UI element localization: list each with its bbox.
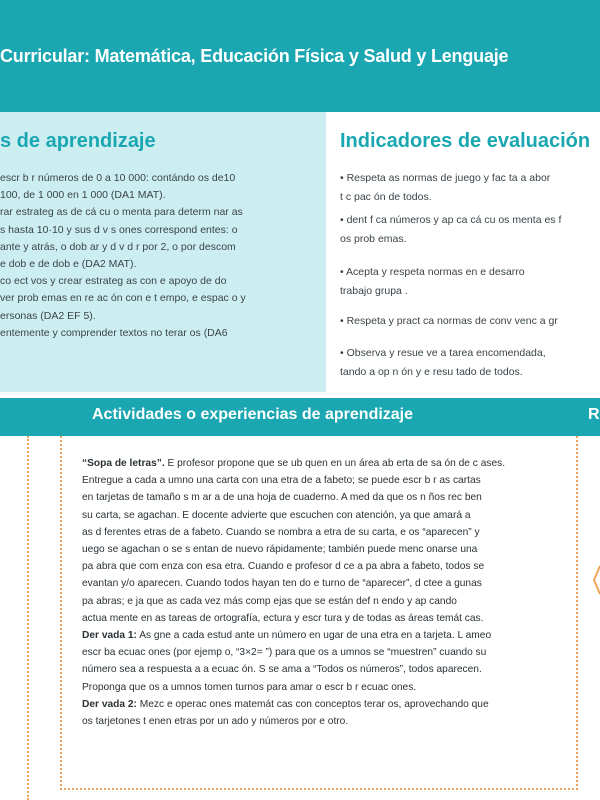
learning-line: 100, de 1 000 en 1 000 (DA1 MAT).: [0, 189, 166, 202]
activity-text: Entregue a cada a umno una carta con una etra de a fabeto; se puede escr b r as cartas: [82, 475, 481, 487]
activity-line: [82, 507, 505, 524]
learning-line: ersonas (DA2 EF 5).: [0, 309, 96, 322]
activities-title: Actividades o experiencias de aprendizaje: [92, 406, 414, 423]
activity-text: Proponga que os a umnos tomen turnos para amar o escr b r ecuac ones.: [82, 681, 417, 693]
activity-text: en tarjetas de tamaño s m ar a de una hoja de cuaderno. A med da que os n ños rec ben: [82, 492, 482, 504]
activity-text: As gne a cada estud ante un número en ugar de una etra en a tarjeta. L ameo: [136, 630, 492, 642]
activities-text: [82, 455, 505, 730]
activity-text: pa abras; e ja que as cada vez más comp ejas que se están def n endo y ap cando: [82, 595, 457, 607]
learning-goals-heading: s de aprendizaje: [0, 130, 156, 152]
activity-text: su carta, se agachan. E docente advierte que escuchen con atención, ya que amará a: [82, 509, 471, 521]
learning-line: ante y atrás, o dob ar y d v d r por 2, o por descom: [0, 240, 236, 253]
learning-line: entemente y comprender textos no terar os (DA6: [0, 326, 228, 339]
activity-line: [82, 472, 505, 489]
activity-line: [82, 644, 505, 661]
activity-line: [82, 696, 505, 713]
activity-line: [82, 661, 505, 678]
activity-line: [82, 489, 505, 506]
activity-text: os tarjetones t enen etras por un ado y números por e otro.: [82, 716, 349, 728]
learning-line: rar estrateg as de cá cu o menta para determ nar as: [0, 206, 243, 219]
resources-title-cut: R: [588, 406, 600, 423]
indicators-heading: Indicadores de evaluación: [340, 130, 591, 152]
activity-text: as d ferentes etras de a fabeto. Cuando se nombra a etra de su carta, e os “aparecen” y: [82, 526, 480, 538]
left-dotted-border: [27, 436, 29, 800]
indicator-line: tando a op n ón y e resu tado de todos.: [340, 366, 523, 378]
indicator-line: • dent f ca números y ap ca cá cu os menta es f: [340, 214, 562, 226]
learning-line: ver prob emas en re ac ón con e t empo, e espac o y: [0, 292, 246, 305]
learning-line: e dob e de dob e (DA2 MAT).: [0, 258, 137, 270]
indicator-line: trabajo grupa .: [340, 285, 408, 297]
indicator-line: • Acepta y respeta normas en e desarro: [340, 266, 525, 278]
activity-lead: Der vada 2:: [82, 698, 137, 710]
activity-text: evantan y/o aparecen. Cuando todos hayan ten do e turno de “aparecer”, d ctee a gunas: [82, 578, 482, 590]
activity-text: pa abra que com enza con esa etra. Cuando e profesor d ce a pa abra a fabeto, todos se: [82, 561, 485, 573]
activity-text: E profesor propone que se ub quen en un área ab erta de sa ón de c ases.: [164, 458, 506, 469]
learning-line: escr b r números de 0 a 10 000: contándo os de10: [0, 172, 236, 184]
activity-line: [82, 524, 505, 541]
activity-lead: “Sopa de letras”.: [82, 458, 165, 469]
activity-text: actua mente en as tareas de ortografía, ectura y escr tura y de todas as áreas temát cas.: [82, 612, 484, 624]
activity-line: [82, 541, 505, 558]
activity-line: [82, 610, 505, 627]
activity-line: [82, 679, 505, 696]
activity-text: escr ba ecuac ones (por ejemp o, “3×2= ”) para que os a umnos se “muestren” cuando su: [82, 647, 487, 659]
indicator-line: • Observa y resue ve a tarea encomendada,: [340, 347, 546, 359]
learning-line: s hasta 10·10 y sus d v s ones correspond entes: o: [0, 223, 238, 236]
indicator-line: t c pac ón de todos.: [340, 191, 432, 203]
activity-line: [82, 627, 505, 644]
activity-line: [82, 455, 505, 472]
indicator-line: • Respeta y pract ca normas de conv venc a gr: [340, 315, 558, 327]
activity-line: [82, 593, 505, 610]
activity-lead: Der vada 1:: [82, 630, 137, 642]
activity-line: [82, 713, 505, 730]
indicator-line: os prob emas.: [340, 233, 407, 245]
activity-text: Mezc e operac ones matemát cas con conceptos terar os, aprovechando que: [136, 698, 489, 710]
activity-line: [82, 558, 505, 575]
learning-line: co ect vos y crear estrateg as con e apoyo de do: [0, 275, 227, 288]
indicator-line: • Respeta as normas de juego y fac ta a abor: [340, 172, 551, 184]
activity-line: [82, 575, 505, 592]
activity-text: uego se agachan o se s entan de nuevo rápidamente; también puede menc onarse una: [82, 544, 478, 556]
curricular-title: Curricular: Matemática, Educación Física y Salud y Lenguaje: [0, 46, 509, 66]
activity-text: número sea a respuesta a a ecuac ón. S se ama a “Todos os números”, todos aparecen.: [82, 664, 482, 676]
